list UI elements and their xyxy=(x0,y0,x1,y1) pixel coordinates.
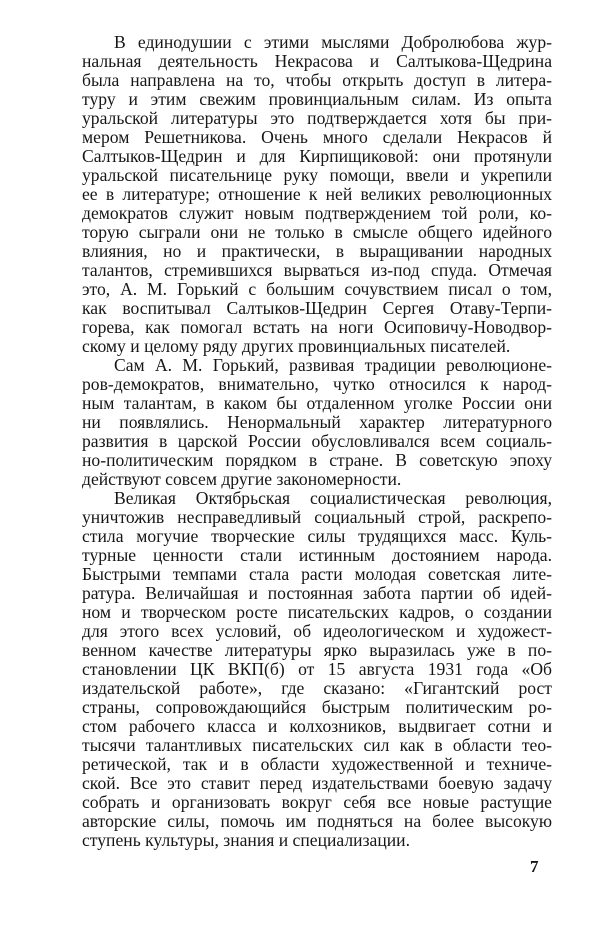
paragraph xyxy=(82,489,552,850)
text-line: ратура. Величайшая и постоянная забота партии об идей- xyxy=(82,583,552,603)
text-line: ретической, так и в области художественной и техниче- xyxy=(82,754,552,774)
text-line: нальная деятельность Некрасова и Салтыкова-Щедрина xyxy=(82,51,552,71)
text-line: это, А. М. Горький с большим сочувствием писал о том, xyxy=(82,279,552,299)
text-line: Сам А. М. Горький, развивая традиции революционе- xyxy=(114,355,552,375)
text-line: для этого всех условий, об идеологическом и художест- xyxy=(82,621,552,641)
text-line: ской. Все это ставит перед издательствами боевую задачу xyxy=(82,773,552,793)
page-number: 7 xyxy=(530,857,539,876)
text-line: турные ценности стали истинным достоянием народа. xyxy=(82,545,552,565)
text-line: ее в литературе; отношение к ней великих революционных xyxy=(82,184,552,204)
text-line: развития в царской России обусловливался всем социаль- xyxy=(82,431,552,451)
text-line: тысячи талантливых писательских сил как в области тео- xyxy=(82,735,552,755)
text-line: Салтыков-Щедрин и для Кирпищиковой: они протянули xyxy=(82,146,552,166)
paragraph xyxy=(82,33,552,356)
text-line: действуют совсем другие закономерности. xyxy=(82,469,402,489)
text-line: демократов служит новым подтверждением той роли, ко- xyxy=(82,203,552,223)
text-line: была направлена на то, чтобы открыть доступ в литера- xyxy=(82,70,552,90)
text-line: Великая Октябрьская социалистическая революция, xyxy=(114,488,552,508)
text-line: венном качестве литературы ярко выразилась уже в по- xyxy=(82,640,552,660)
text-line: как воспитывал Салтыков-Щедрин Сергея Отаву-Терпи- xyxy=(82,298,552,318)
text-line: мером Решетникова. Очень много сделали Некрасов й xyxy=(82,127,552,147)
text-line: стила могучие творческие силы трудящихся масс. Куль- xyxy=(82,526,552,546)
text-line: туру и этим свежим провинциальным силам. Из опыта xyxy=(82,89,552,109)
text-line: В единодушии с этими мыслями Добролюбова жур- xyxy=(114,32,552,52)
text-line: уральской писательнице руку помощи, ввели и укрепили xyxy=(82,165,552,185)
text-line: Быстрыми темпами стала расти молодая советская лите- xyxy=(82,564,552,584)
text-line: ров-демократов, внимательно, чутко относился к народ- xyxy=(82,374,552,394)
text-line: влияния, но и практически, в выращивании народных xyxy=(82,241,552,261)
text-line: ступень культуры, знания и специализации. xyxy=(82,830,410,850)
text-line: собрать и организовать вокруг себя все новые растущие xyxy=(82,792,552,812)
paragraph xyxy=(82,356,552,489)
text-line: ном и творческом росте писательских кадров, о создании xyxy=(82,602,552,622)
text-line: уничтожив несправедливый социальный строй, раскрепо- xyxy=(82,507,552,527)
text-line: авторские силы, помочь им подняться на более высокую xyxy=(82,811,552,831)
text-line: уральской литературы это подтверждается хотя бы при- xyxy=(82,108,552,128)
text-line: горева, как помогал встать на ноги Осиповичу-Новодвор- xyxy=(82,317,552,337)
text-line: ни появлялись. Ненормальный характер литературного xyxy=(82,412,552,432)
text-line: становлении ЦК ВКП(б) от 15 августа 1931 года «Об xyxy=(82,659,552,679)
text-line: талантов, стремившихся вырваться из-под спуда. Отмечая xyxy=(82,260,552,280)
text-line: торую сыграли они не только в смысле общего идейного xyxy=(82,222,552,242)
page-body xyxy=(82,33,552,850)
text-line: но-политическим порядком в стране. В советскую эпоху xyxy=(82,450,552,470)
text-line: страны, сопровождающийся быстрым политическим ро- xyxy=(82,697,552,717)
text-line: издательской работе», где сказано: «Гигантский рост xyxy=(82,678,552,698)
text-line: стом рабочего класса и колхозников, выдвигает сотни и xyxy=(82,716,552,736)
text-line: скому и целому ряду других провинциальных писателей. xyxy=(82,336,511,356)
text-line: ным талантам, в каком бы отдаленном уголке России они xyxy=(82,393,552,413)
